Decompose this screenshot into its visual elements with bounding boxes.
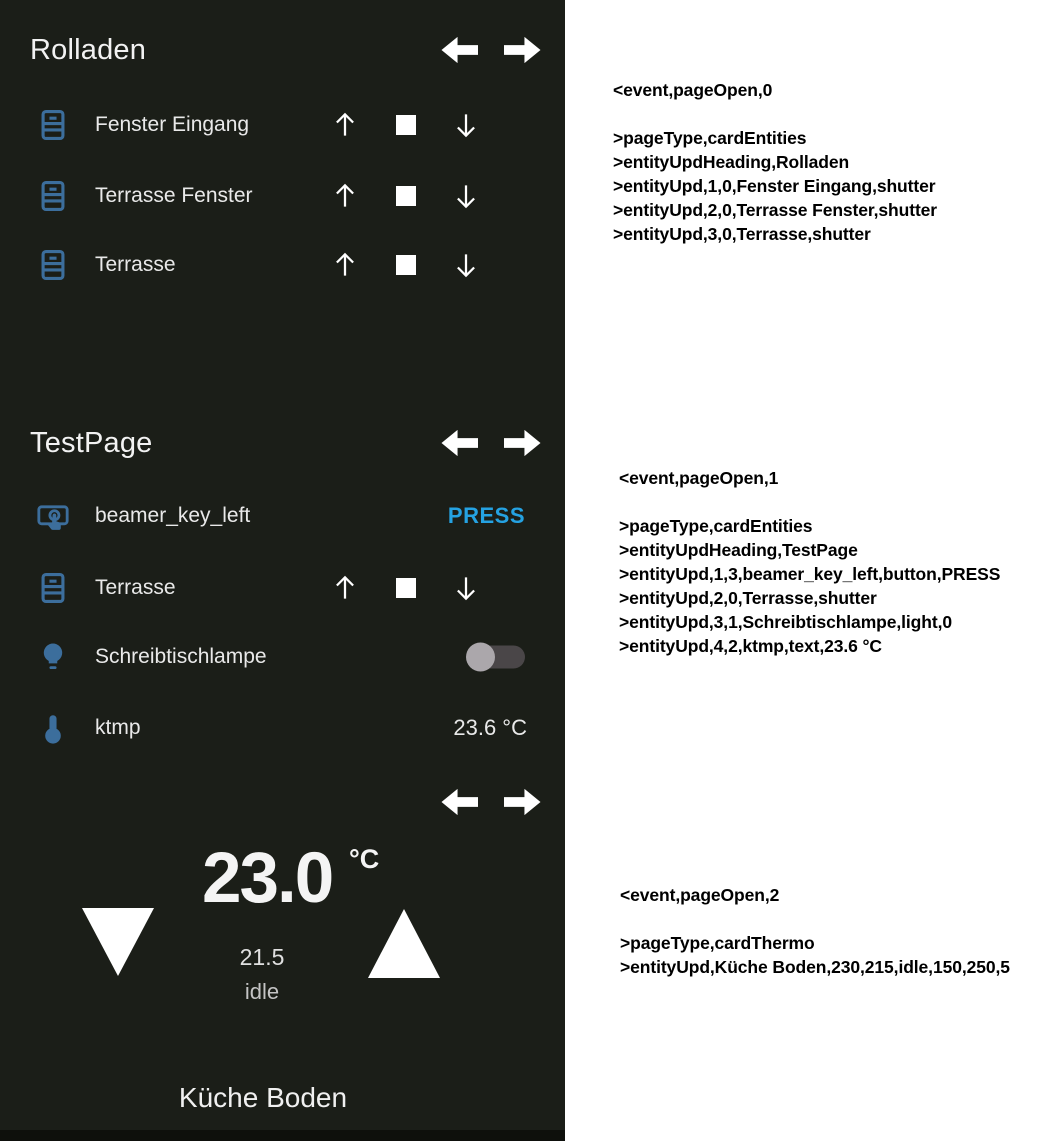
- serial-log-page1: [619, 466, 1000, 658]
- page-navigation: [441, 787, 541, 817]
- log-line: >pageType,cardEntities: [619, 516, 813, 536]
- shutter-up-button[interactable]: [330, 573, 360, 603]
- toggle-knob: [466, 643, 495, 672]
- log-line: >pageType,cardEntities: [613, 128, 807, 148]
- hvac-state: idle: [244, 979, 280, 1004]
- log-line: >pageType,cardThermo: [620, 933, 815, 953]
- card-header: [30, 419, 541, 467]
- entity-row-terrasse: [30, 241, 535, 289]
- window-shutter-icon: [36, 108, 70, 142]
- entity-value: 23.6 °C: [453, 715, 527, 740]
- arrow-right-icon[interactable]: [504, 35, 541, 65]
- log-line: [620, 907, 1010, 931]
- temperature-unit: °C: [349, 844, 380, 874]
- press-button[interactable]: PRESS: [442, 502, 531, 530]
- log-line: >entityUpd,2,0,Terrasse,shutter: [619, 588, 877, 608]
- temp-increase-button[interactable]: [368, 909, 440, 978]
- triangle-down-icon: [82, 908, 154, 976]
- log-line: >entityUpd,3,0,Terrasse,shutter: [613, 224, 871, 244]
- serial-log-page0: [613, 78, 937, 246]
- log-line: >entityUpd,2,0,Terrasse Fenster,shutter: [613, 200, 938, 220]
- arrow-right-icon[interactable]: [504, 428, 541, 458]
- shutter-up-button[interactable]: [330, 250, 360, 280]
- page-title: Rolladen: [30, 33, 147, 66]
- log-line: >entityUpd,4,2,ktmp,text,23.6 °C: [619, 636, 882, 656]
- shutter-stop-button[interactable]: [396, 578, 416, 598]
- shutter-stop-button[interactable]: [396, 115, 416, 135]
- shutter-down-button[interactable]: [451, 181, 481, 211]
- triangle-up-icon: [368, 909, 440, 978]
- lightbulb-icon: [36, 640, 70, 674]
- entity-label: Schreibtischlampe: [95, 645, 267, 668]
- entity-label: Terrasse Fenster: [95, 184, 253, 207]
- shutter-stop-button[interactable]: [396, 186, 416, 206]
- shutter-up-button[interactable]: [330, 110, 360, 140]
- entity-row-schreibtischlampe: [30, 633, 535, 681]
- shutter-stop-button[interactable]: [396, 255, 416, 275]
- log-line: [613, 102, 937, 126]
- log-line: >entityUpdHeading,TestPage: [619, 540, 858, 560]
- target-temperature: 21.5: [239, 944, 285, 970]
- thermostat-name: Küche Boden: [178, 1082, 348, 1113]
- entity-label: Terrasse: [95, 253, 176, 276]
- card-header: [30, 26, 541, 74]
- arrow-left-icon[interactable]: [441, 35, 478, 65]
- log-line: >entityUpd,3,1,Schreibtischlampe,light,0: [619, 612, 952, 632]
- arrow-left-icon[interactable]: [441, 787, 478, 817]
- log-line: <event,pageOpen,1: [619, 468, 779, 488]
- entity-label: ktmp: [95, 716, 141, 739]
- card-header: [30, 778, 541, 826]
- entity-row-beamer-key-left: [30, 492, 535, 540]
- entity-row-terrasse: [30, 564, 535, 612]
- shutter-down-button[interactable]: [451, 573, 481, 603]
- log-line: >entityUpd,1,3,beamer_key_left,button,PRESS: [619, 564, 1001, 584]
- gesture-tap-button-icon: [36, 499, 70, 533]
- thermometer-icon: [36, 711, 70, 745]
- log-line: >entityUpd,Küche Boden,230,215,idle,150,250,5: [620, 957, 1010, 977]
- shutter-up-button[interactable]: [330, 181, 360, 211]
- entity-label: beamer_key_left: [95, 504, 251, 527]
- log-line: >entityUpdHeading,Rolladen: [613, 152, 850, 172]
- window-shutter-icon: [36, 179, 70, 213]
- page-navigation: [441, 35, 541, 65]
- panel-bottom-edge: [0, 1130, 565, 1141]
- page-navigation: [441, 428, 541, 458]
- arrow-right-icon[interactable]: [504, 787, 541, 817]
- current-temperature: 23.0: [202, 839, 333, 918]
- shutter-down-button[interactable]: [451, 110, 481, 140]
- window-shutter-icon: [36, 571, 70, 605]
- log-line: <event,pageOpen,0: [613, 80, 773, 100]
- log-line: >entityUpd,1,0,Fenster Eingang,shutter: [613, 176, 936, 196]
- entity-label: Fenster Eingang: [95, 113, 250, 136]
- entity-row-fenster-eingang: [30, 101, 535, 149]
- entity-row-terrasse-fenster: [30, 172, 535, 220]
- light-toggle-switch[interactable]: [468, 646, 525, 669]
- entity-row-ktmp: [30, 704, 535, 752]
- entity-label: Terrasse: [95, 576, 176, 599]
- temp-decrease-button[interactable]: [82, 908, 154, 977]
- shutter-down-button[interactable]: [451, 250, 481, 280]
- arrow-left-icon[interactable]: [441, 428, 478, 458]
- window-shutter-icon: [36, 248, 70, 282]
- serial-log-page2: [620, 883, 1010, 979]
- page-title: TestPage: [30, 426, 153, 459]
- log-line: <event,pageOpen,2: [620, 885, 780, 905]
- log-line: [619, 490, 1000, 514]
